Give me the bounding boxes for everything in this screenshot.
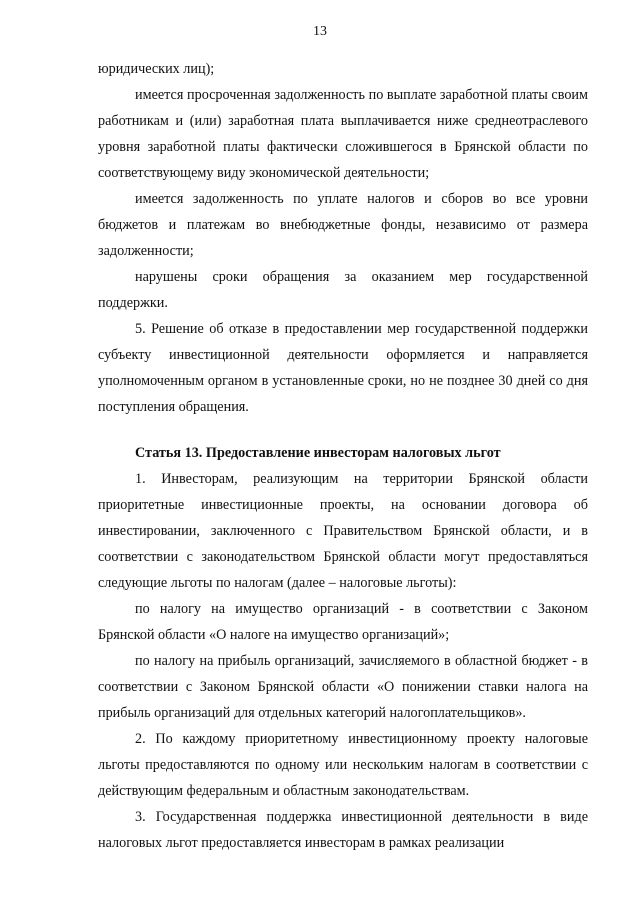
paragraph-deadline-violation: нарушены сроки обращения за оказанием мер государственной поддержки.	[98, 269, 588, 311]
paragraph-wage-arrears: имеется просроченная задолженность по выплате заработной платы своим работникам и (или) заработная плата выплачивается ниже среднеотраслевого уровня заработной платы фактически сложившегося в Брянской области по соответствующему виду экономической деятельности;	[98, 87, 588, 181]
paragraph-continuation: юридических лиц);	[98, 61, 215, 77]
paragraph-profit-tax: по налогу на прибыль организаций, зачисляемого в областной бюджет - в соответствии с Законом Брянской области «О понижении ставки налога на прибыль организаций для отдельных категорий налогоплательщиков».	[98, 653, 588, 721]
paragraph-property-tax: по налогу на имущество организаций - в соответствии с Законом Брянской области «О налоге на имущество организаций»;	[98, 601, 588, 643]
paragraph-article-item-2: 2. По каждому приоритетному инвестиционному проекту налоговые льготы предоставляются по одному или нескольким налогам в соответствии с действующим федеральным и областным законодательствам.	[98, 731, 588, 799]
article-heading: Статья 13. Предоставление инвесторам налоговых льгот	[135, 445, 501, 461]
page-number: 13	[313, 24, 327, 39]
document-body	[98, 56, 588, 856]
paragraph-refusal-decision: 5. Решение об отказе в предоставлении мер государственной поддержки субъекту инвестиционной деятельности оформляется и направляется уполномоченным органом в установленные сроки, но не позднее 30 дней со дня поступления обращения.	[98, 321, 588, 415]
paragraph-tax-debt: имеется задолженность по уплате налогов и сборов во все уровни бюджетов и платежам во внебюджетные фонды, независимо от размера задолженности;	[98, 191, 588, 259]
paragraph-article-item-3: 3. Государственная поддержка инвестиционной деятельности в виде налоговых льгот предоставляется инвесторам в рамках реализации	[98, 809, 588, 851]
paragraph-article-item-1: 1. Инвесторам, реализующим на территории Брянской области приоритетные инвестиционные проекты, на основании договора об инвестировании, заключенного с Правительством Брянской области, и в соответствии с законодательством Брянской области могут предоставляться следующие льготы по налогам (далее – налоговые льготы):	[98, 471, 588, 591]
